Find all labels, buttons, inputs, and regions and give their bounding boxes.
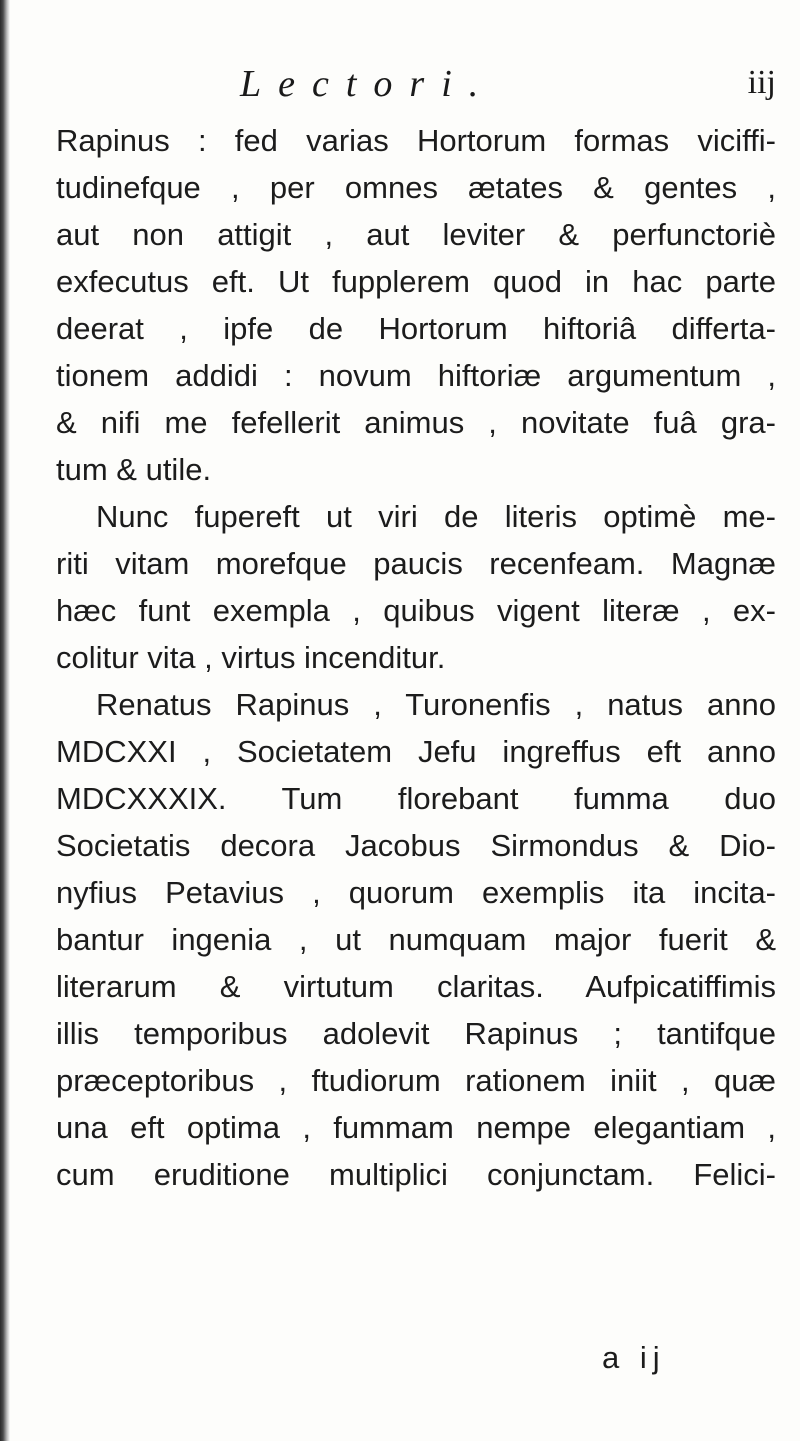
text-line: colitur vita , virtus incenditur.	[56, 640, 446, 675]
binding-edge	[0, 0, 10, 1441]
text-line: tionem addidi : novum hiftoriæ argumentum ,	[56, 358, 776, 393]
running-head	[240, 62, 780, 112]
text-line: exfecutus eft. Ut fupplerem quod in hac parte	[56, 264, 776, 299]
text-line: MDCXXXIX. Tum florebant fumma duo	[56, 781, 776, 816]
text-line: Rapinus : fed varias Hortorum formas viciffi-	[56, 123, 776, 158]
running-title: Lectori.	[240, 63, 496, 105]
paragraph-start-line: Renatus Rapinus , Turonenfis , natus anno	[96, 687, 776, 722]
text-line: Societatis decora Jacobus Sirmondus & Dio-	[56, 828, 776, 863]
text-line: tum & utile.	[56, 452, 212, 487]
text-line: nyfius Petavius , quorum exemplis ita incita-	[56, 875, 776, 910]
text-line: tudinefque , per omnes ætates & gentes ,	[56, 170, 776, 205]
text-line: una eft optima , fummam nempe elegantiam ,	[56, 1110, 776, 1145]
text-line: & nifi me fefellerit animus , novitate fuâ gra-	[56, 405, 776, 440]
signature-mark: a ij	[602, 1340, 666, 1375]
text-line: bantur ingenia , ut numquam major fuerit &	[56, 922, 776, 957]
text-line: hæc funt exempla , quibus vigent literæ , ex-	[56, 593, 776, 628]
page-number: iij	[747, 64, 776, 101]
text-line: præceptoribus , ftudiorum rationem iniit , quæ	[56, 1063, 776, 1098]
text-line: literarum & virtutum claritas. Aufpicatiffimis	[56, 969, 776, 1004]
text-line: riti vitam morefque paucis recenfeam. Magnæ	[56, 546, 776, 581]
text-line: cum eruditione multiplici conjunctam. Felici-	[56, 1157, 776, 1192]
text-line: MDCXXI , Societatem Jefu ingreffus eft anno	[56, 734, 776, 769]
text-line: aut non attigit , aut leviter & perfunctoriè	[56, 217, 776, 252]
text-line: illis temporibus adolevit Rapinus ; tantifque	[56, 1016, 776, 1051]
paragraph-start-line: Nunc fupereft ut viri de literis optimè me-	[96, 499, 776, 534]
text-line: deerat , ipfe de Hortorum hiftoriâ differta-	[56, 311, 776, 346]
